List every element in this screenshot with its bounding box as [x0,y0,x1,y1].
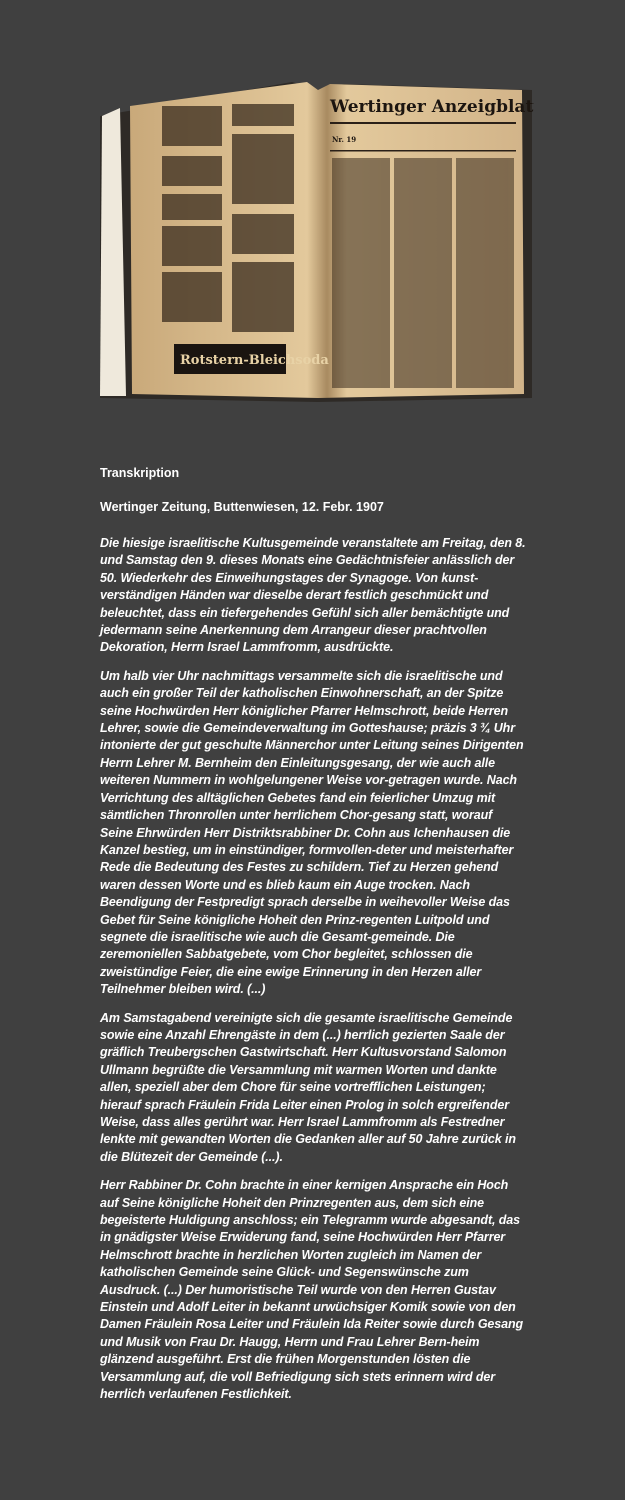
ad-banner-text: Rotstern-Bleichsoda [180,353,329,368]
transcript-paragraph: Am Samstagabend vereinigte sich die gesamte israelitische Gemeinde sowie eine Anzahl Ehrengäste in dem (...) herrlich gezierten Saale der gräflich Treubergschen Gastwirtschaft. Herr Kultusvorstand Salomon Ullmann begrüßte die Versammlung mit warmen Worten und dankte allen, speziell aber dem Chore für seine vortrefflichen Leistungen; hierauf sprach Fräulein Frida Leiter einen Prolog in solch ergreifender Weise, dass alles gerührt war. Herr Israel Lammfromm als Festredner lenkte mit gewandten Worten die Gedanken aller auf 50 Jahre zurück in die Blütezeit der Gemeinde (...). [100,1010,516,1164]
masthead-text: Wertinger Anzeigblatt [330,97,534,117]
document-title: Wertinger Zeitung, Buttenwiesen, 12. Febr. 1907 [100,500,384,514]
section-label: Transkription [100,466,180,480]
transcript [100,466,528,1415]
transcript-paragraph: Um halb vier Uhr nachmittags versammelte sich die israelitische und auch ein großer Teil der katholischen Einwohnerschaft, an der Spitze seine Hochwürden Herr königlicher Pfarrer Helmschrott, beide Herren Lehrer, sowie die Gemeindeverwaltung im Gotteshause; präzis 3 ¾ Uhr intonierte der gut geschulte Männerchor unter Leitung seines Dirigenten Herrn Lehrer M. Bernheim den Einleitungsgesang, der wie auch alle weiteren Nummern in wohlgelungener Weise vor-getragen wurde. Nach Verrichtung des alltäglichen Gebetes fand ein feierlicher Umzug mit sämtlichen Thronrollen unter herrlichem Chor-gesang statt, worauf Seine Ehrwürden Herr Distriktsrabbiner Dr. Cohn aus Ichenhausen die Kanzel bestieg, um in einstündiger, formvollen-deter und meisterhafter Rede die Bedeutung des Festes zu schildern. Tief zu Herzen gehend waren dessen Worte und es blieb kaum ein Auge trocken. Nach Beendigung der Festpredigt sprach derselbe in weihevoller Weise das Gebet für Seine königliche Hoheit den Prinz-regenten Luitpold und segnete die israelitische wie auch die Gesamt-gemeinde. Die zeremoniellen Sabbatgebete, vom Chor begleitet, schlossen die zweistündige Feier, die eine ewige Erinnerung in den Herzen aller Teilnehmer bleiben wird. (...) [100,668,524,997]
open-newspaper-book-image [92,76,534,406]
newspaper-photo [92,76,534,406]
svg-text:Nr. 19: Nr. 19 [332,135,357,144]
transcript-paragraph: Herr Rabbiner Dr. Cohn brachte in einer kernigen Ansprache ein Hoch auf Seine königliche Hoheit den Prinzregenten aus, dem sich eine begeisterte Huldigung anschloss; ein Telegramm wurde abgesandt, das in gnädigster Weise Erwiderung fand, seine Hochwürden Herr Pfarrer Helmschrott brachte in herzlichen Worten zugleich im Namen der katholischen Gemeinde seine Glück- und Segenswünsche zum Ausdruck. (...) Der humoristische Teil wurde von den Herren Gustav Einstein und Adolf Leiter in bekannt urwüchsiger Komik sowie von den Damen Fräulein Rosa Leiter und Fräulein Ida Reiter sowie durch Gesang und Musik von Frau Dr. Haugg, Herrn und Frau Lehrer Bern-heim glänzend ausgeführt. Erst die frühen Morgenstunden lösten die Versammlung auf, die voll Befriedigung sich stets erinnern wird der herrlich verlaufenen Festlichkeit. [100,1178,524,1402]
transcript-paragraph: Die hiesige israelitische Kultusgemeinde veranstaltete am Freitag, den 8. und Samstag den 9. dieses Monats eine Gedächtnisfeier anlässlich der 50. Wiederkehr des Einweihungstages der Synagoge. Von kunst-verständigen Händen war dieselbe derart festlich geschmückt und beleuchtet, dass ein tiefergehendes Gefühl sich aller bemächtigte und jedermann seine Anerkennung dem Arrangeur dieser prachtvollen Dekoration, Herrn Israel Lammfromm, ausdrückte. [100,536,526,655]
